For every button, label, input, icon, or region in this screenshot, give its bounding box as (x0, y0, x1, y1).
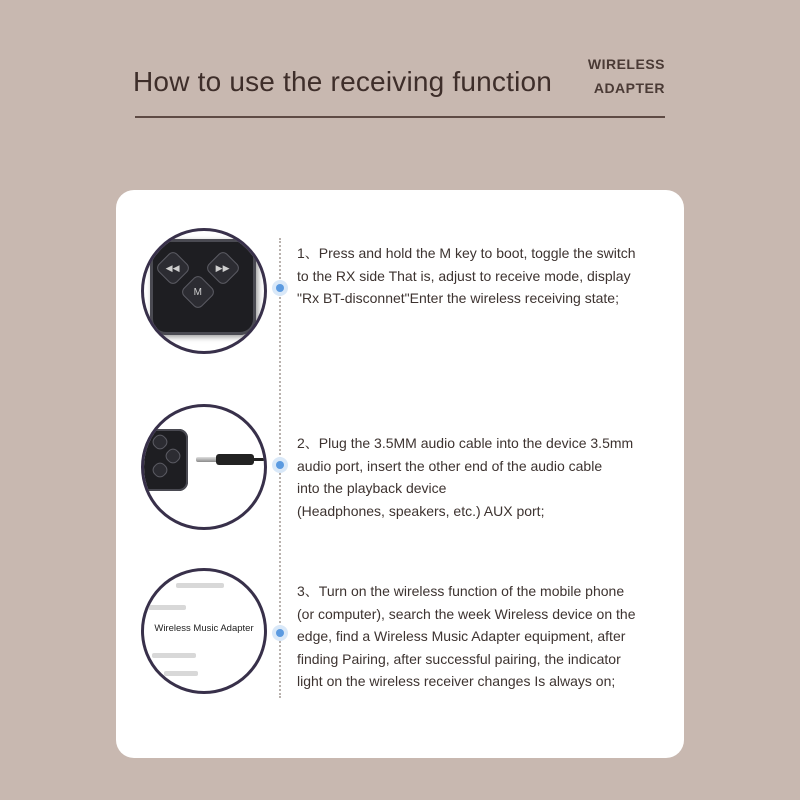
forward-button-icon: ▶▶ (205, 250, 242, 287)
brand-label (588, 52, 665, 100)
audio-jack-body (216, 454, 254, 465)
step-3-line-3: edge, find a Wireless Music Adapter equipment, after (297, 628, 626, 644)
m-button-icon (150, 460, 170, 480)
brand-line-2: ADAPTER (593, 80, 665, 96)
page-title: How to use the receiving function (133, 66, 553, 97)
step-1-text (297, 242, 677, 310)
step-3-line-2: (or computer), search the week Wireless device on the (297, 605, 636, 622)
step-1-line-3: "Rx BT-disconnet"Enter the wireless receiving state; (297, 290, 619, 306)
adapter-device-side (141, 429, 188, 491)
step-2-image (141, 404, 267, 530)
step-2-line-1: 2、Plug the 3.5MM audio cable into the device 3.5mm (297, 435, 634, 451)
step-3-line-4: finding Pairing, after successful pairing, the indicator (297, 650, 621, 667)
prev-button-icon (150, 432, 170, 452)
timeline-dot-3 (276, 629, 284, 637)
step-1-line-2: to the RX side That is, adjust to receive mode, display (297, 267, 631, 284)
next-button-icon (163, 446, 183, 466)
step-3-text (297, 580, 677, 693)
brand-line-1: WIRELESS (587, 56, 665, 72)
timeline-dot-2 (276, 461, 284, 469)
device-name-label: Wireless Music Adapter (154, 623, 254, 634)
step-3-line-1: 3、Turn on the wireless function of the mobile phone (297, 583, 625, 599)
m-key-label: M (193, 286, 203, 298)
step-2-text (297, 432, 677, 522)
audio-jack-tip (196, 457, 218, 462)
step-3-line-5: light on the wireless receiver changes Is always on; (297, 673, 616, 689)
title-divider (135, 116, 665, 118)
rewind-button-icon: ◀◀ (155, 250, 192, 287)
step-2-line-4: (Headphones, speakers, etc.) AUX port; (297, 502, 545, 519)
step-3-image (141, 568, 267, 694)
power-m-button (180, 274, 217, 311)
audio-cable (252, 458, 267, 461)
timeline-dot-1 (276, 284, 284, 292)
step-1-line-1: 1、Press and hold the M key to boot, toggle the switch (297, 245, 636, 261)
step-1-image (141, 228, 267, 354)
adapter-device (150, 239, 256, 335)
step-2-line-2: audio port, insert the other end of the audio cable (297, 457, 603, 474)
step-2-line-3: into the playback device (297, 480, 447, 496)
